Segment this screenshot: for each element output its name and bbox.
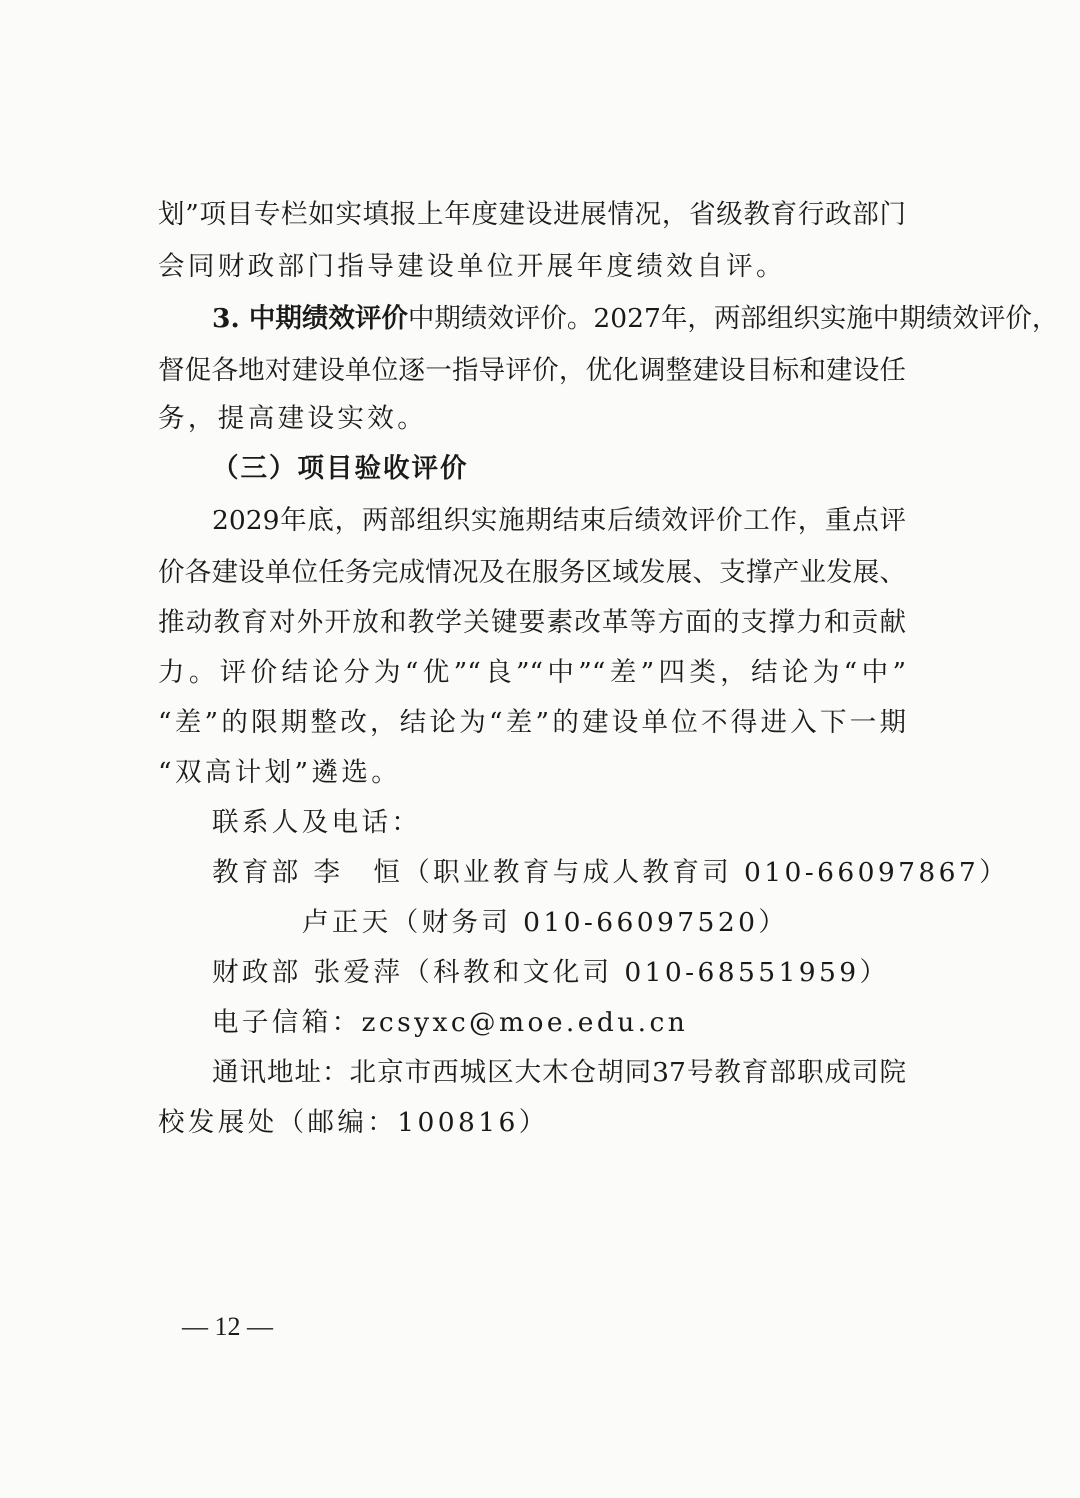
contact-address-2: 校发展处（邮编：100816）	[158, 1107, 549, 1138]
section-heading: （三）项目验收评价	[212, 453, 469, 484]
paragraph-line: 务，提高建设实效。	[158, 403, 428, 434]
item-3-number: 3.	[212, 303, 249, 334]
paragraph-line: 2029年底，两部组织实施期结束后绩效评价工作，重点评	[212, 505, 906, 536]
contact-moe-2: 卢正天（财务司 010-66097520）	[302, 907, 789, 938]
page-number: — 12 —	[182, 1312, 273, 1341]
paragraph-line: 价各建设单位任务完成情况及在服务区域发展、支撑产业发展、	[158, 557, 906, 588]
paragraph-line: 划”项目专栏如实填报上年度建设进展情况，省级教育行政部门	[158, 199, 906, 230]
contact-address: 通讯地址：北京市西城区大木仓胡同37号教育部职成司院	[212, 1057, 906, 1088]
contact-mof: 财政部 张爱萍（科教和文化司 010-68551959）	[212, 957, 890, 988]
item-3-title: 中期绩效评价	[248, 303, 408, 334]
contact-moe: 教育部 李 恒（职业教育与成人教育司 010-66097867）	[212, 857, 1010, 888]
item-3-text: 中期绩效评价。2027年，两部组织实施中期绩效评价，	[407, 303, 1059, 334]
paragraph-line: 会同财政部门指导建设单位开展年度绩效自评。	[158, 251, 786, 282]
contact-label: 联系人及电话：	[212, 807, 422, 838]
paragraph-line: “差”的限期整改，结论为“差”的建设单位不得进入下一期	[158, 707, 906, 738]
paragraph-line: 督促各地对建设单位逐一指导评价，优化调整建设目标和建设任	[158, 355, 906, 386]
item-3-line	[212, 302, 1059, 336]
paragraph-line: “双高计划”遴选。	[158, 757, 402, 788]
paragraph-line: 力。评价结论分为“优”“良”“中”“差”四类，结论为“中”	[158, 657, 906, 688]
paragraph-line: 推动教育对外开放和教学关键要素改革等方面的支撑力和贡献	[158, 607, 906, 638]
contact-email: 电子信箱：zcsyxc@moe.edu.cn	[212, 1007, 689, 1038]
